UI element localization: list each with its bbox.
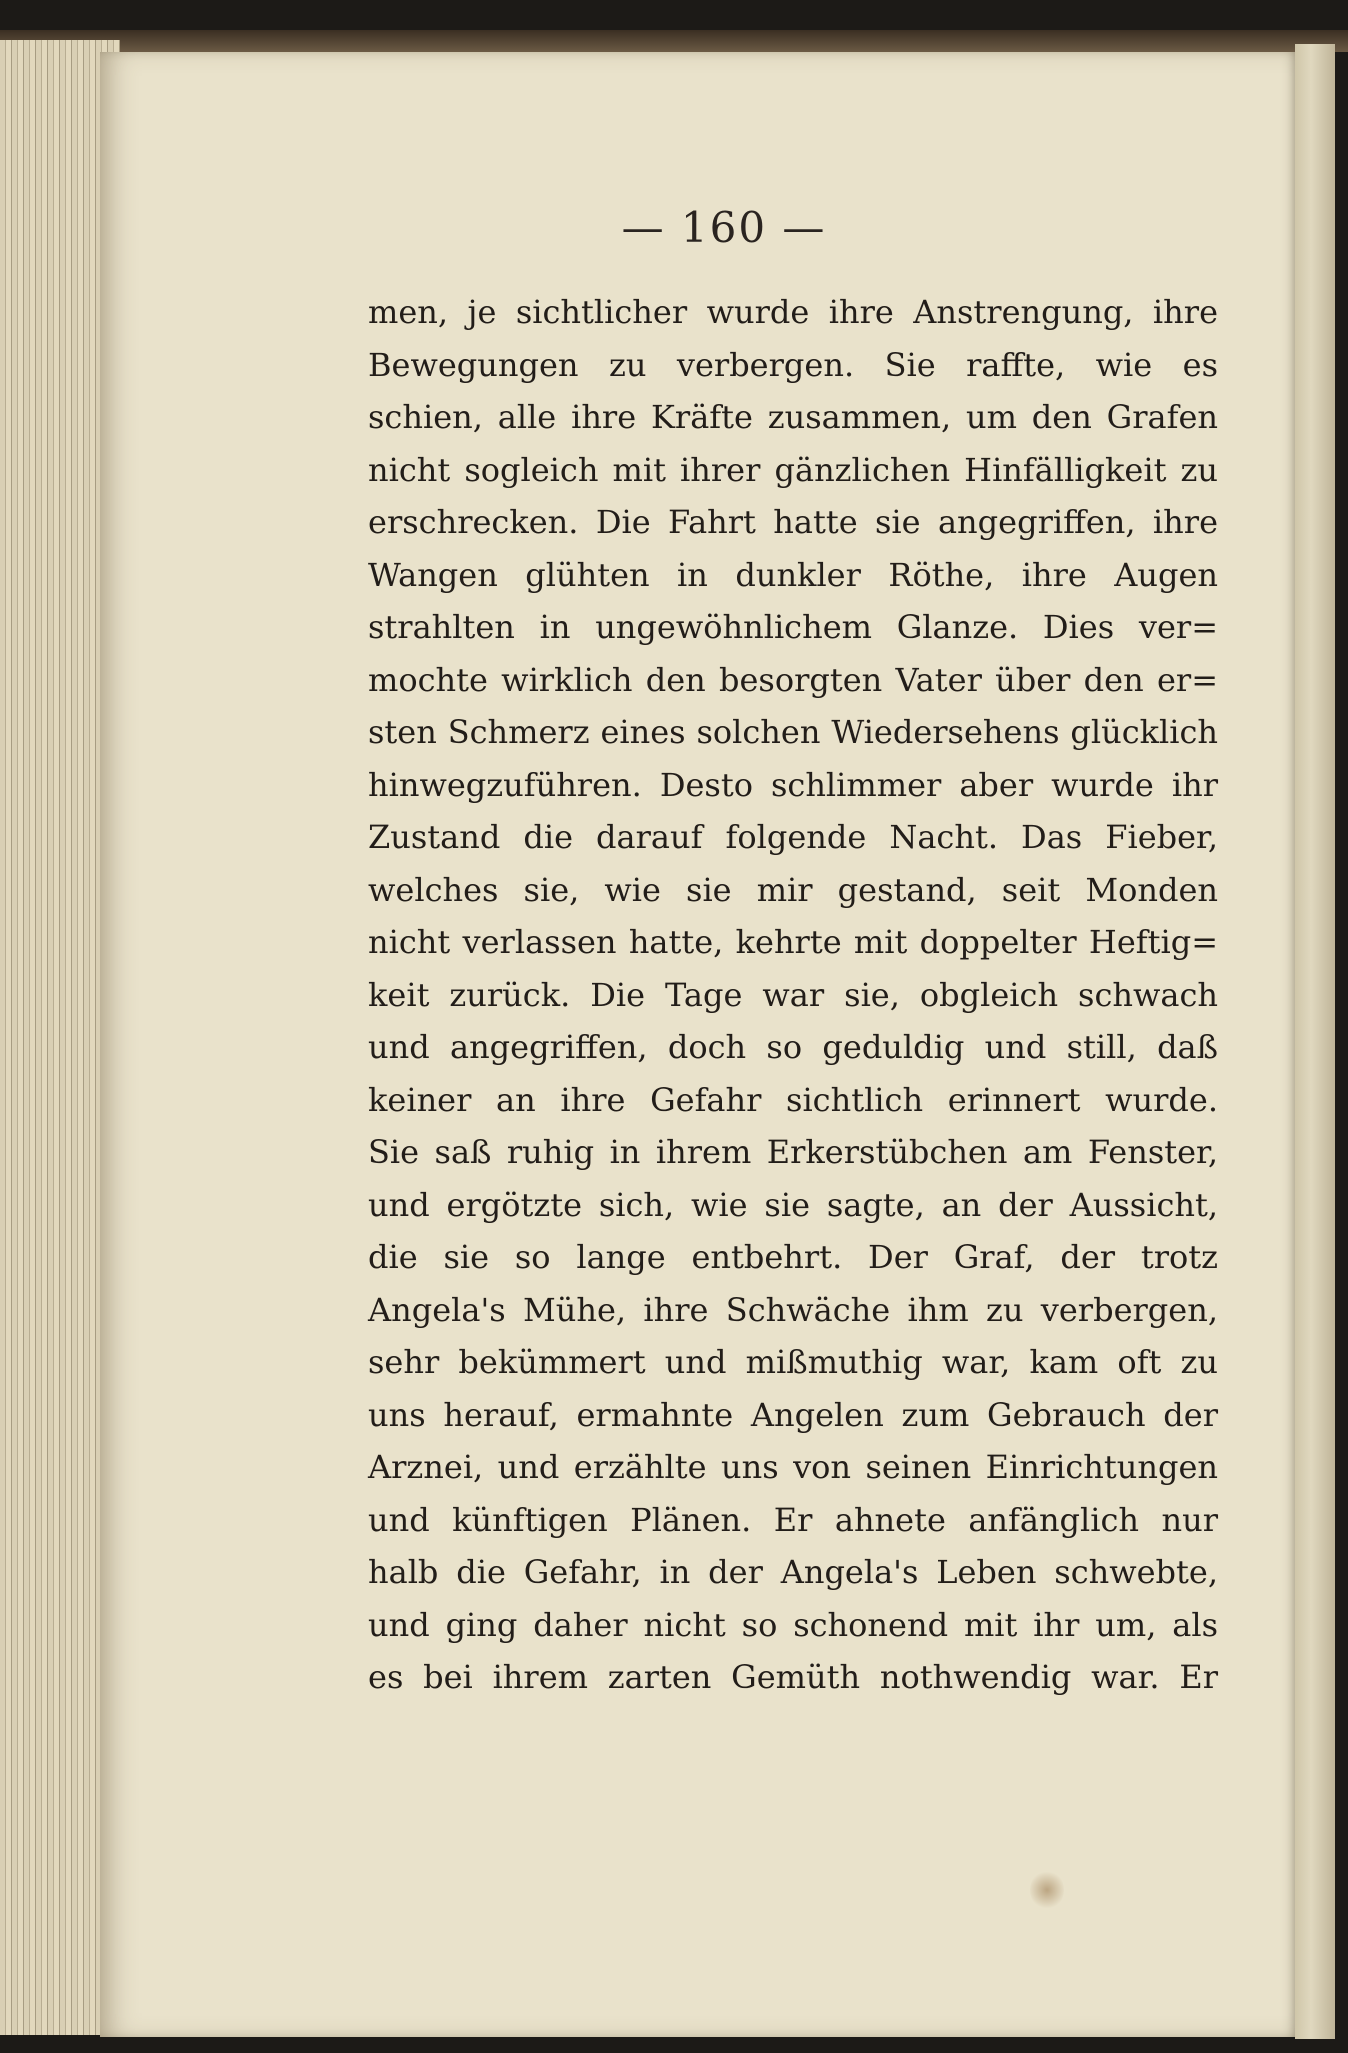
text-line: uns herauf, ermahnte Angelen zum Gebrauch der bbox=[368, 1395, 1218, 1434]
binding-top-edge bbox=[0, 30, 1348, 52]
text-line: halb die Gefahr, in der Angela's Leben schwebte, bbox=[368, 1553, 1218, 1591]
foxing-stain bbox=[1030, 1870, 1064, 1910]
text-line: schien, alle ihre Kräfte zusammen, um den Grafen bbox=[368, 398, 1218, 436]
text-line: strahlten in ungewöhnlichem Glanze. Dies ver= bbox=[368, 608, 1218, 646]
text-line: und künftigen Plänen. Er ahnete anfänglich nur bbox=[368, 1500, 1218, 1539]
text-line: keit zurück. Die Tage war sie, obgleich schwach bbox=[368, 975, 1218, 1014]
text-line: men, je sichtlicher wurde ihre Anstrengung, ihre bbox=[368, 293, 1218, 331]
text-line: sehr bekümmert und mißmuthig war, kam oft zu bbox=[368, 1343, 1218, 1381]
text-line: Zustand die darauf folgende Nacht. Das Fieber, bbox=[368, 818, 1218, 856]
text-line: es bei ihrem zarten Gemüth nothwendig war. Er bbox=[368, 1658, 1218, 1696]
text-line: Sie saß ruhig in ihrem Erkerstübchen am Fenster, bbox=[368, 1133, 1218, 1171]
text-line: die sie so lange entbehrt. Der Graf, der trotz bbox=[368, 1238, 1218, 1276]
text-line: mochte wirklich den besorgten Vater über den er= bbox=[368, 660, 1218, 699]
text-line: und ging daher nicht so schonend mit ihr um, als bbox=[368, 1605, 1218, 1644]
page-number: — 160 — bbox=[621, 203, 827, 252]
text-line: Arznei, und erzählte uns von seinen Einrichtungen bbox=[368, 1448, 1218, 1486]
text-line: keiner an ihre Gefahr sichtlich erinnert wurde. bbox=[368, 1080, 1218, 1119]
text-line: nicht sogleich mit ihrer gänzlichen Hinfälligkeit zu bbox=[368, 450, 1218, 489]
text-line: hinwegzuführen. Desto schlimmer aber wurde ihr bbox=[368, 765, 1218, 804]
text-line: und ergötzte sich, wie sie sagte, an der Aussicht, bbox=[368, 1185, 1218, 1224]
text-line: welches sie, wie sie mir gestand, seit Monden bbox=[368, 870, 1218, 909]
text-line: und angegriffen, doch so geduldig und still, daß bbox=[368, 1028, 1218, 1066]
body-text bbox=[368, 286, 1218, 1704]
text-line: Wangen glühten in dunkler Röthe, ihre Augen bbox=[368, 555, 1218, 594]
facing-page-edge bbox=[1295, 44, 1335, 2039]
text-line: nicht verlassen hatte, kehrte mit doppelter Heftig= bbox=[368, 923, 1218, 961]
text-line: erschrecken. Die Fahrt hatte sie angegriffen, ihre bbox=[368, 503, 1218, 541]
text-line: Bewegungen zu verbergen. Sie raffte, wie es bbox=[368, 345, 1218, 384]
text-line: sten Schmerz eines solchen Wiedersehens glücklich bbox=[368, 713, 1218, 751]
text-line: Angela's Mühe, ihre Schwäche ihm zu verbergen, bbox=[368, 1290, 1218, 1329]
